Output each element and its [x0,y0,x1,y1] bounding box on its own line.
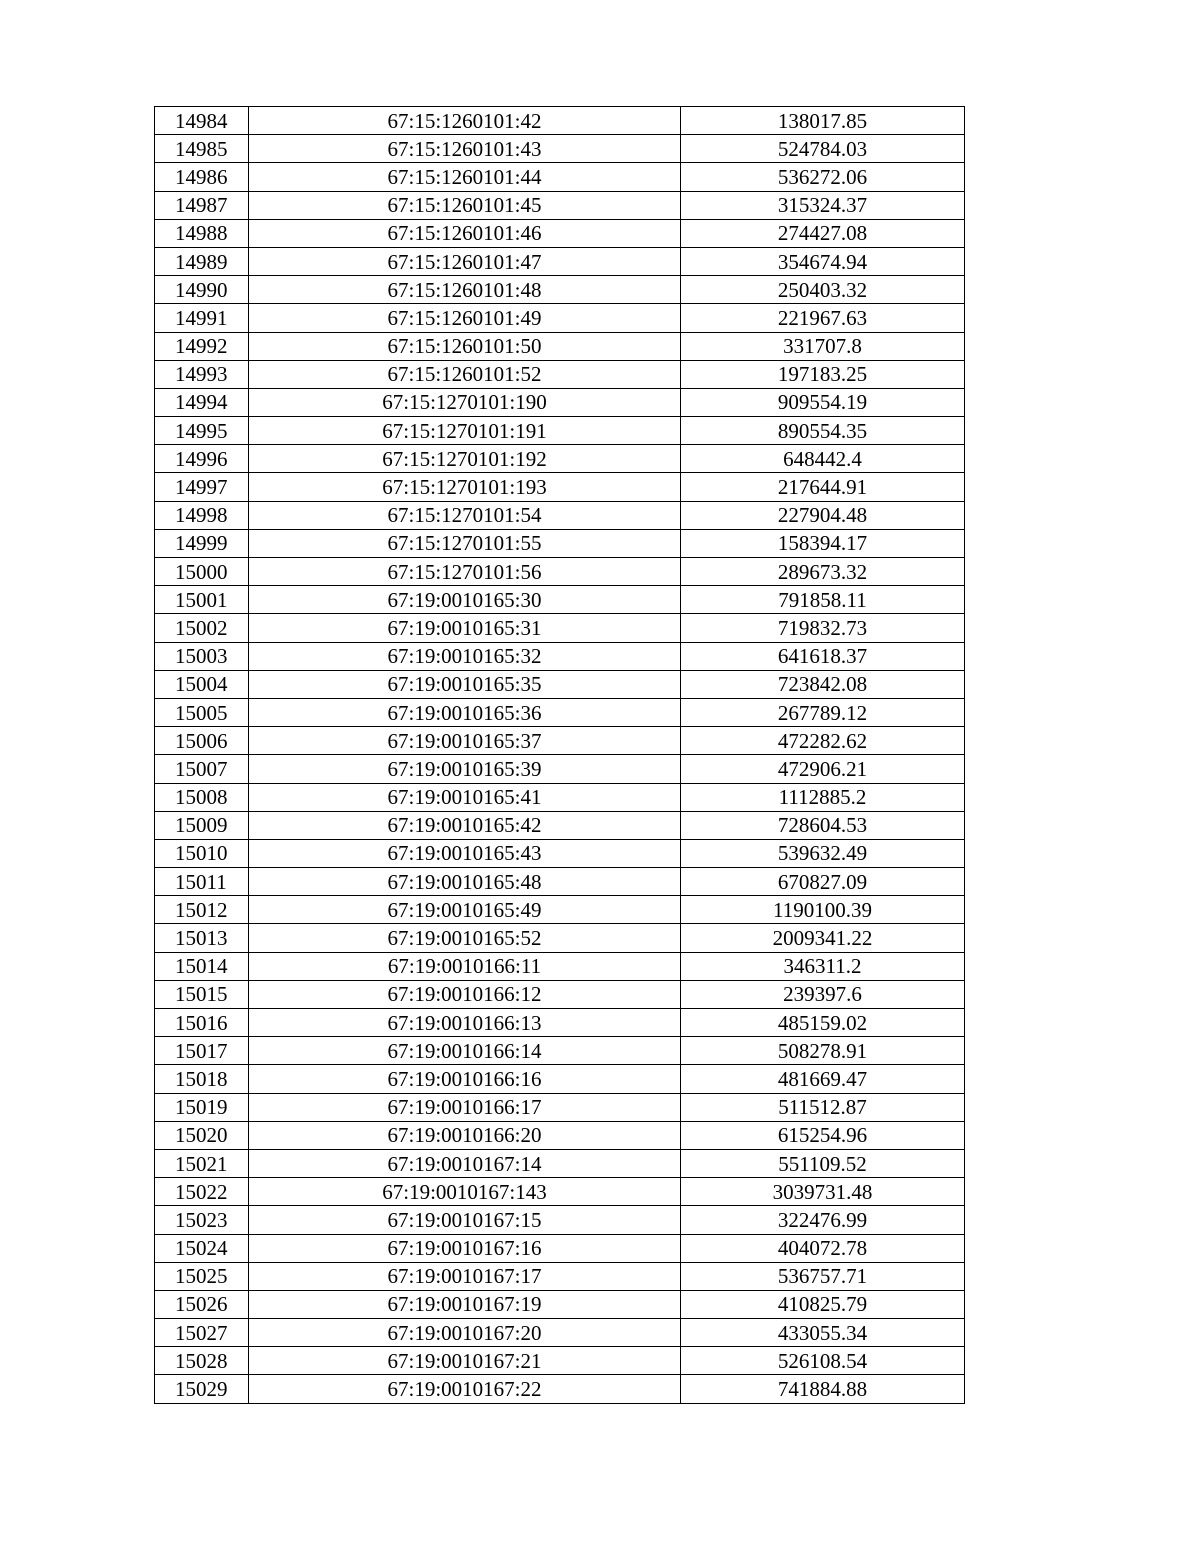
table-row [155,755,965,783]
row-number-cell: 15014 [155,952,249,980]
cadastral-number-cell: 67:19:0010167:17 [249,1262,681,1290]
table-row [155,1009,965,1037]
cadastral-number-cell: 67:19:0010167:143 [249,1178,681,1206]
table-row [155,360,965,388]
table-row [155,1375,965,1403]
cadastral-number-cell: 67:15:1260101:44 [249,163,681,191]
cadastral-number-cell: 67:19:0010165:32 [249,642,681,670]
cadastral-number-cell: 67:15:1270101:54 [249,501,681,529]
row-number-cell: 14984 [155,107,249,135]
table-row [155,1319,965,1347]
table-row [155,107,965,135]
cadastral-number-cell: 67:19:0010165:49 [249,896,681,924]
cadastral-number-cell: 67:19:0010166:11 [249,952,681,980]
value-cell: 472906.21 [681,755,965,783]
row-number-cell: 15016 [155,1009,249,1037]
cadastral-number-cell: 67:19:0010165:30 [249,586,681,614]
table-row [155,980,965,1008]
value-cell: 524784.03 [681,135,965,163]
value-cell: 472282.62 [681,727,965,755]
row-number-cell: 15021 [155,1149,249,1177]
table-row [155,698,965,726]
cadastral-number-cell: 67:19:0010165:52 [249,924,681,952]
cadastral-number-cell: 67:19:0010167:15 [249,1206,681,1234]
table-row [155,529,965,557]
row-number-cell: 14994 [155,388,249,416]
table-row [155,1093,965,1121]
row-number-cell: 15015 [155,980,249,1008]
row-number-cell: 14986 [155,163,249,191]
cadastral-number-cell: 67:15:1270101:56 [249,558,681,586]
row-number-cell: 15017 [155,1037,249,1065]
cadastral-number-cell: 67:19:0010166:20 [249,1121,681,1149]
row-number-cell: 15008 [155,783,249,811]
value-cell: 158394.17 [681,529,965,557]
table-row [155,1234,965,1262]
cadastral-number-cell: 67:19:0010167:14 [249,1149,681,1177]
table-row [155,135,965,163]
row-number-cell: 15022 [155,1178,249,1206]
cadastral-number-cell: 67:19:0010165:48 [249,868,681,896]
table-row [155,670,965,698]
row-number-cell: 15001 [155,586,249,614]
value-cell: 221967.63 [681,304,965,332]
value-cell: 536272.06 [681,163,965,191]
table-row [155,1037,965,1065]
table-row [155,304,965,332]
cadastral-number-cell: 67:19:0010165:36 [249,698,681,726]
table-row [155,1065,965,1093]
table-row [155,191,965,219]
cadastral-number-cell: 67:15:1260101:50 [249,332,681,360]
table-body [155,107,965,1404]
value-cell: 410825.79 [681,1290,965,1318]
cadastral-number-cell: 67:19:0010167:20 [249,1319,681,1347]
table-row [155,1206,965,1234]
value-cell: 890554.35 [681,417,965,445]
value-cell: 346311.2 [681,952,965,980]
value-cell: 670827.09 [681,868,965,896]
row-number-cell: 15011 [155,868,249,896]
row-number-cell: 15018 [155,1065,249,1093]
value-cell: 615254.96 [681,1121,965,1149]
value-cell: 728604.53 [681,811,965,839]
cadastral-number-cell: 67:19:0010165:31 [249,614,681,642]
row-number-cell: 15029 [155,1375,249,1403]
value-cell: 239397.6 [681,980,965,1008]
value-cell: 354674.94 [681,247,965,275]
table-row [155,727,965,755]
table-row [155,642,965,670]
cadastral-number-cell: 67:19:0010166:12 [249,980,681,1008]
table-row [155,586,965,614]
data-table [154,106,965,1404]
value-cell: 791858.11 [681,586,965,614]
row-number-cell: 15019 [155,1093,249,1121]
cadastral-number-cell: 67:19:0010165:37 [249,727,681,755]
value-cell: 511512.87 [681,1093,965,1121]
table-row [155,558,965,586]
row-number-cell: 14993 [155,360,249,388]
value-cell: 331707.8 [681,332,965,360]
value-cell: 648442.4 [681,445,965,473]
row-number-cell: 15025 [155,1262,249,1290]
table-row [155,1290,965,1318]
table-row [155,388,965,416]
cadastral-number-cell: 67:19:0010165:42 [249,811,681,839]
cadastral-number-cell: 67:15:1260101:48 [249,276,681,304]
row-number-cell: 14988 [155,219,249,247]
table-row [155,896,965,924]
cadastral-number-cell: 67:15:1260101:47 [249,247,681,275]
row-number-cell: 15027 [155,1319,249,1347]
value-cell: 909554.19 [681,388,965,416]
value-cell: 508278.91 [681,1037,965,1065]
value-cell: 217644.91 [681,473,965,501]
value-cell: 741884.88 [681,1375,965,1403]
row-number-cell: 14992 [155,332,249,360]
row-number-cell: 15012 [155,896,249,924]
table-row [155,1178,965,1206]
row-number-cell: 15026 [155,1290,249,1318]
value-cell: 267789.12 [681,698,965,726]
cadastral-number-cell: 67:15:1260101:45 [249,191,681,219]
table-row [155,839,965,867]
value-cell: 481669.47 [681,1065,965,1093]
cadastral-number-cell: 67:15:1270101:55 [249,529,681,557]
row-number-cell: 15028 [155,1347,249,1375]
table-row [155,445,965,473]
row-number-cell: 15024 [155,1234,249,1262]
table-row [155,614,965,642]
value-cell: 289673.32 [681,558,965,586]
cadastral-number-cell: 67:15:1260101:46 [249,219,681,247]
cadastral-number-cell: 67:15:1270101:190 [249,388,681,416]
table-row [155,811,965,839]
cadastral-number-cell: 67:19:0010167:22 [249,1375,681,1403]
row-number-cell: 15010 [155,839,249,867]
value-cell: 3039731.48 [681,1178,965,1206]
row-number-cell: 14997 [155,473,249,501]
row-number-cell: 15004 [155,670,249,698]
cadastral-number-cell: 67:19:0010165:39 [249,755,681,783]
table-row [155,1149,965,1177]
row-number-cell: 14991 [155,304,249,332]
cadastral-number-cell: 67:15:1270101:192 [249,445,681,473]
cadastral-number-cell: 67:15:1260101:49 [249,304,681,332]
table-row [155,868,965,896]
value-cell: 641618.37 [681,642,965,670]
row-number-cell: 15013 [155,924,249,952]
cadastral-number-cell: 67:19:0010166:13 [249,1009,681,1037]
row-number-cell: 14987 [155,191,249,219]
value-cell: 315324.37 [681,191,965,219]
row-number-cell: 14999 [155,529,249,557]
table-row [155,332,965,360]
row-number-cell: 15003 [155,642,249,670]
value-cell: 404072.78 [681,1234,965,1262]
value-cell: 1190100.39 [681,896,965,924]
cadastral-number-cell: 67:15:1270101:193 [249,473,681,501]
cadastral-number-cell: 67:15:1260101:42 [249,107,681,135]
table-row [155,1347,965,1375]
value-cell: 1112885.2 [681,783,965,811]
row-number-cell: 14985 [155,135,249,163]
row-number-cell: 15007 [155,755,249,783]
row-number-cell: 14990 [155,276,249,304]
table-row [155,501,965,529]
cadastral-number-cell: 67:19:0010167:19 [249,1290,681,1318]
table-row [155,276,965,304]
row-number-cell: 15009 [155,811,249,839]
table-row [155,417,965,445]
row-number-cell: 15023 [155,1206,249,1234]
table-row [155,952,965,980]
row-number-cell: 15020 [155,1121,249,1149]
cadastral-number-cell: 67:19:0010166:14 [249,1037,681,1065]
cadastral-number-cell: 67:19:0010165:43 [249,839,681,867]
cadastral-number-cell: 67:19:0010165:35 [249,670,681,698]
value-cell: 536757.71 [681,1262,965,1290]
table-row [155,473,965,501]
value-cell: 719832.73 [681,614,965,642]
table-row [155,924,965,952]
value-cell: 2009341.22 [681,924,965,952]
value-cell: 138017.85 [681,107,965,135]
row-number-cell: 15002 [155,614,249,642]
cadastral-number-cell: 67:15:1260101:52 [249,360,681,388]
value-cell: 433055.34 [681,1319,965,1347]
value-cell: 551109.52 [681,1149,965,1177]
table-row [155,1121,965,1149]
table-row [155,1262,965,1290]
row-number-cell: 15000 [155,558,249,586]
row-number-cell: 15006 [155,727,249,755]
cadastral-number-cell: 67:19:0010166:17 [249,1093,681,1121]
value-cell: 723842.08 [681,670,965,698]
table-row [155,247,965,275]
value-cell: 250403.32 [681,276,965,304]
table-row [155,163,965,191]
cadastral-number-cell: 67:15:1260101:43 [249,135,681,163]
row-number-cell: 14995 [155,417,249,445]
value-cell: 274427.08 [681,219,965,247]
cadastral-number-cell: 67:19:0010167:21 [249,1347,681,1375]
row-number-cell: 14989 [155,247,249,275]
table-row [155,783,965,811]
value-cell: 526108.54 [681,1347,965,1375]
value-cell: 197183.25 [681,360,965,388]
cadastral-number-cell: 67:19:0010166:16 [249,1065,681,1093]
table-row [155,219,965,247]
cadastral-number-cell: 67:19:0010167:16 [249,1234,681,1262]
value-cell: 485159.02 [681,1009,965,1037]
cadastral-number-cell: 67:19:0010165:41 [249,783,681,811]
value-cell: 322476.99 [681,1206,965,1234]
row-number-cell: 14998 [155,501,249,529]
row-number-cell: 14996 [155,445,249,473]
value-cell: 227904.48 [681,501,965,529]
row-number-cell: 15005 [155,698,249,726]
value-cell: 539632.49 [681,839,965,867]
cadastral-number-cell: 67:15:1270101:191 [249,417,681,445]
